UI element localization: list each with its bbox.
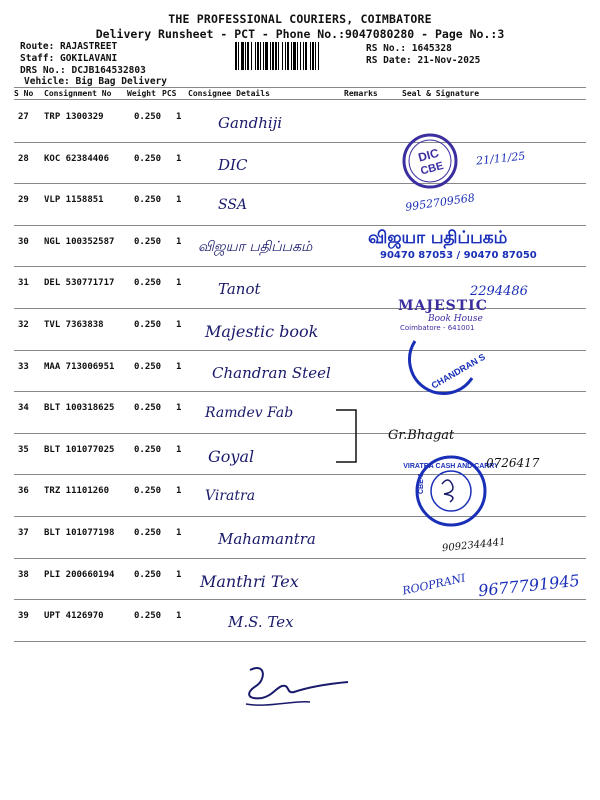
row-pcs: 1 — [176, 320, 182, 330]
row-weight: 0.250 — [134, 195, 162, 206]
row-consignment: TVL 7363838 — [44, 320, 104, 330]
table-top-rule — [14, 87, 586, 88]
row-consignment: PLI 200660194 — [44, 569, 115, 580]
viratra-stamp — [403, 454, 499, 528]
row-sno: 29 — [18, 195, 29, 206]
page-subtitle: Delivery Runsheet - PCT - Phone No.:9047080280 - Page No.:3 — [95, 27, 505, 41]
row-consignee: Gandhiji — [218, 114, 283, 132]
row-consignment: KOC 62384406 — [44, 153, 110, 164]
row-consignee: Tanot — [218, 280, 261, 299]
row-sno: 37 — [18, 528, 29, 538]
row-consignee: DIC — [218, 155, 248, 174]
vijaya-stamp — [368, 228, 537, 261]
barcode-bar — [287, 42, 289, 70]
row-weight: 0.250 — [134, 278, 162, 289]
row-consignment: BLT 101077025 — [44, 444, 115, 455]
majestic-stamp-addr: Coimbatore - 641001 — [400, 324, 475, 332]
barcode-bar — [278, 42, 279, 70]
col-seal: Seal & Signature — [402, 89, 480, 98]
chandran-stamp — [410, 336, 488, 396]
barcode-bar — [260, 42, 261, 70]
dic-stamp-top: DIC — [416, 145, 441, 165]
page-title: THE PROFESSIONAL COURIERS, COIMBATORE — [168, 12, 432, 26]
row-consignee: Majestic book — [205, 322, 319, 341]
row-consignment: BLT 100318625 — [44, 403, 115, 414]
row-consignment: MAA 713006951 — [44, 361, 115, 372]
row-sno: 33 — [18, 361, 29, 372]
barcode-bar — [297, 42, 298, 70]
vehicle-label: Vehicle: Big Bag Delivery — [24, 76, 167, 87]
row-consignee: SSA — [218, 197, 248, 214]
row-weight: 0.250 — [134, 112, 162, 122]
row-sno: 32 — [18, 320, 29, 330]
barcode-bar — [251, 42, 252, 70]
row-sno: 28 — [18, 153, 29, 164]
row-consignee: Chandran Steel — [212, 363, 331, 382]
row-pcs: 1 — [176, 195, 182, 206]
row-consignment: TRZ 11101260 — [44, 486, 110, 497]
row-consignment: TRP 1300329 — [44, 112, 104, 122]
row-sno: 31 — [18, 278, 29, 289]
row-pcs: 1 — [176, 528, 182, 538]
row-consignment: BLT 101077198 — [44, 528, 115, 538]
row-sno: 39 — [18, 611, 29, 622]
row-sno: 27 — [18, 112, 29, 122]
row-pcs: 1 — [176, 486, 182, 497]
table-row — [14, 350, 584, 392]
row-consignee: Goyal — [208, 446, 255, 466]
table-row — [14, 183, 584, 225]
majestic-stamp-name: MAJESTIC — [398, 298, 488, 314]
row-weight: 0.250 — [134, 611, 162, 622]
seal-phone-29: 9952709568 — [404, 191, 476, 214]
barcode-bar — [255, 42, 256, 70]
row-consignee: Ramdev Fab — [205, 405, 294, 422]
barcode-bar — [285, 42, 286, 70]
row-consignment: UPT 4126970 — [44, 611, 104, 622]
barcode-bar — [315, 42, 316, 70]
row-sno: 36 — [18, 486, 29, 497]
dic-stamp-bottom: CBE — [419, 159, 445, 178]
seal-sign-35: Gr.Bhagat — [388, 428, 455, 443]
viratra-stamp-code: CBE-1 — [418, 472, 425, 494]
row-weight: 0.250 — [134, 569, 162, 580]
seal-date-28: 21/11/25 — [475, 149, 526, 168]
barcode-bar — [300, 42, 301, 70]
barcode — [234, 42, 362, 70]
row-consignee: Manthri Tex — [200, 571, 299, 591]
row-pcs: 1 — [176, 236, 182, 247]
seal-note-31: 2294486 — [470, 284, 528, 299]
col-sno: S No — [14, 89, 34, 98]
vijaya-stamp-phone: 90470 87053 / 90470 87050 — [380, 250, 537, 261]
table-row — [14, 391, 584, 433]
barcode-bar — [257, 42, 259, 70]
barcode-bar — [303, 42, 304, 70]
barcode-bar — [293, 42, 296, 70]
barcode-bar — [270, 42, 271, 70]
row-pcs: 1 — [176, 403, 182, 414]
route-label: Route: RAJASTREET — [20, 41, 118, 52]
barcode-bar — [235, 42, 237, 70]
bracket-mark — [334, 406, 364, 466]
supervisor-signature — [236, 660, 356, 710]
table-row — [14, 474, 584, 516]
row-rule — [14, 641, 586, 642]
chandran-stamp-text: CHANDRAN S — [429, 351, 488, 391]
row-pcs: 1 — [176, 361, 182, 372]
col-remarks: Remarks — [344, 89, 378, 98]
table-row — [14, 100, 584, 142]
col-consignee: Consignee Details — [188, 89, 270, 98]
majestic-stamp — [398, 298, 488, 332]
barcode-bar — [312, 42, 314, 70]
row-consignment: NGL 100352587 — [44, 236, 115, 247]
rs-number: RS No.: 1645328 — [366, 43, 452, 54]
viratra-stamp-ring: VIRATRA CASH AND CARRY — [403, 463, 499, 470]
staff-label: Staff: GOKILAVANI — [20, 53, 118, 64]
barcode-bar — [241, 42, 244, 70]
row-pcs: 1 — [176, 444, 182, 455]
row-weight: 0.250 — [134, 528, 162, 538]
row-pcs: 1 — [176, 569, 182, 580]
row-pcs: 1 — [176, 611, 182, 622]
col-pcs: PCS — [162, 89, 177, 98]
drs-label: DRS No.: DCJB164532803 — [20, 65, 146, 76]
seal-phone-38: 9677791945 — [477, 570, 581, 601]
col-consignment: Consignment No — [44, 89, 112, 98]
row-consignee: M.S. Tex — [228, 613, 294, 632]
barcode-bar — [291, 42, 292, 70]
row-weight: 0.250 — [134, 153, 162, 164]
row-weight: 0.250 — [134, 236, 162, 247]
row-sno: 34 — [18, 403, 29, 414]
seal-note-37: 9092344441 — [441, 536, 507, 555]
row-consignment: DEL 530771717 — [44, 278, 115, 289]
barcode-bar — [265, 42, 268, 70]
barcode-bar — [310, 42, 311, 70]
row-weight: 0.250 — [134, 320, 162, 330]
barcode-bar — [275, 42, 277, 70]
barcode-bar — [247, 42, 249, 70]
row-weight: 0.250 — [134, 361, 162, 372]
barcode-bar — [305, 42, 307, 70]
barcode-bar — [238, 42, 239, 70]
row-pcs: 1 — [176, 153, 182, 164]
row-weight: 0.250 — [134, 486, 162, 497]
seal-note-35: 0726417 — [486, 456, 540, 470]
row-consignee: விஜயா பதிப்பகம் — [198, 238, 313, 255]
row-weight: 0.250 — [134, 444, 162, 455]
row-pcs: 1 — [176, 278, 182, 289]
row-sno: 35 — [18, 444, 29, 455]
row-sno: 30 — [18, 236, 29, 247]
barcode-bar — [318, 42, 319, 70]
row-sno: 38 — [18, 569, 29, 580]
dic-stamp — [402, 133, 458, 189]
row-consignment: VLP 1158851 — [44, 195, 104, 206]
row-consignee: Viratra — [205, 488, 256, 505]
vijaya-stamp-name: விஜயா பதிப்பகம் — [368, 228, 508, 248]
row-consignee: Mahamantra — [218, 530, 316, 548]
barcode-bar — [272, 42, 274, 70]
table-row — [14, 308, 584, 350]
col-weight: Weight — [127, 89, 156, 98]
majestic-stamp-sub: Book House — [428, 314, 483, 324]
barcode-bar — [263, 42, 264, 70]
barcode-bar — [282, 42, 283, 70]
row-weight: 0.250 — [134, 403, 162, 414]
rs-date: RS Date: 21-Nov-2025 — [366, 55, 481, 66]
row-pcs: 1 — [176, 112, 182, 122]
seal-name-38: ROOPRANI — [401, 571, 467, 598]
table-row — [14, 599, 584, 641]
barcode-bar — [245, 42, 246, 70]
